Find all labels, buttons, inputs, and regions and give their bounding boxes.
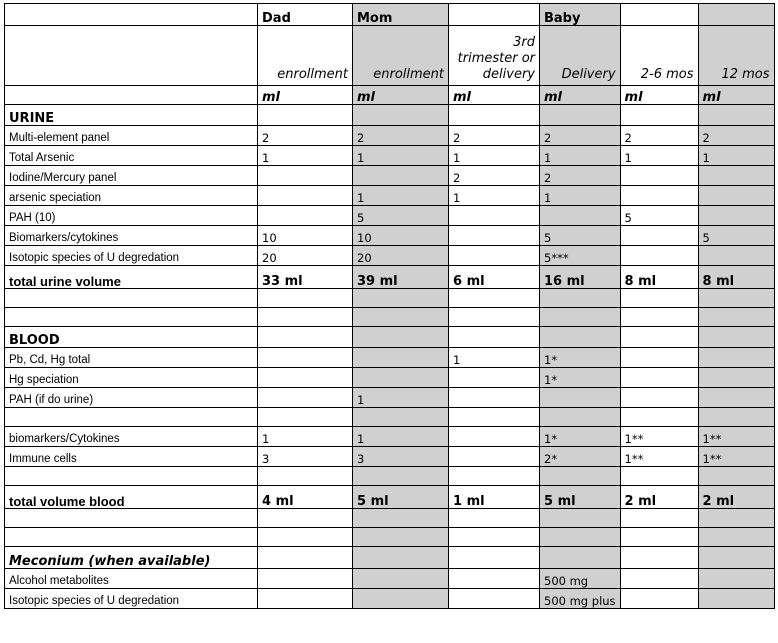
table-cell — [258, 408, 353, 427]
table-cell — [353, 569, 449, 589]
table-cell: 5 ml — [353, 486, 449, 509]
row-label — [5, 467, 258, 486]
row-label — [5, 308, 258, 327]
table-cell — [620, 4, 698, 26]
table-cell: 2 — [620, 126, 698, 146]
table-cell — [353, 289, 449, 308]
table-cell: Dad — [258, 4, 353, 26]
table-cell — [258, 528, 353, 547]
table-cell: 20 — [258, 246, 353, 266]
table-cell — [449, 528, 540, 547]
table-row — [5, 447, 775, 467]
table-cell — [620, 246, 698, 266]
table-cell: 20 — [353, 246, 449, 266]
table-cell — [258, 368, 353, 388]
total-row-urine — [5, 266, 775, 289]
table-cell — [540, 408, 621, 427]
table-cell: enrollment — [258, 26, 353, 86]
table-row — [5, 146, 775, 166]
table-cell: 10 — [258, 226, 353, 246]
row-label: total volume blood — [5, 486, 258, 509]
table-cell: 1** — [698, 447, 774, 467]
table-cell — [620, 348, 698, 368]
table-cell — [353, 166, 449, 186]
blank-row — [5, 528, 775, 547]
table-cell — [540, 206, 621, 226]
table-cell — [698, 105, 774, 126]
total-row-blood — [5, 486, 775, 509]
blank-row — [5, 308, 775, 327]
table-cell — [449, 509, 540, 528]
table-cell — [258, 388, 353, 408]
table-cell — [258, 186, 353, 206]
table-cell — [258, 289, 353, 308]
table-cell — [353, 368, 449, 388]
table-cell — [698, 388, 774, 408]
table-cell: 1 — [540, 146, 621, 166]
table-cell: 2 ml — [620, 486, 698, 509]
table-cell: 5 — [620, 206, 698, 226]
table-cell — [258, 467, 353, 486]
table-cell — [449, 368, 540, 388]
table-cell — [620, 186, 698, 206]
table-cell — [698, 509, 774, 528]
table-row — [5, 166, 775, 186]
table-cell — [353, 308, 449, 327]
table-cell: 1 — [258, 146, 353, 166]
table-cell — [620, 388, 698, 408]
table-cell — [620, 547, 698, 569]
sample-volume-table — [4, 3, 775, 609]
table-cell: 8 ml — [620, 266, 698, 289]
table-row — [5, 246, 775, 266]
table-cell — [449, 289, 540, 308]
row-label — [5, 408, 258, 427]
table-cell — [540, 327, 621, 348]
table-cell — [698, 467, 774, 486]
table-cell: Delivery — [540, 26, 621, 86]
table-cell: Mom — [353, 4, 449, 26]
table-row — [5, 368, 775, 388]
table-row — [5, 388, 775, 408]
table-cell — [698, 308, 774, 327]
table-cell — [353, 589, 449, 609]
row-label: biomarkers/Cytokines — [5, 427, 258, 447]
table-row — [5, 126, 775, 146]
table-cell — [449, 589, 540, 609]
table-cell — [698, 547, 774, 569]
table-cell: 1 — [540, 186, 621, 206]
table-cell: 8 ml — [698, 266, 774, 289]
table-cell — [258, 547, 353, 569]
table-cell — [449, 327, 540, 348]
row-label: Biomarkers/cytokines — [5, 226, 258, 246]
row-label: Alcohol metabolites — [5, 569, 258, 589]
table-row — [5, 226, 775, 246]
table-cell — [449, 447, 540, 467]
row-label: Isotopic species of U degredation — [5, 589, 258, 609]
table-cell — [698, 246, 774, 266]
header-row-timepoint — [5, 26, 775, 86]
header-row-units — [5, 86, 775, 105]
table-cell — [620, 408, 698, 427]
table-cell — [353, 348, 449, 368]
table-cell: 1 — [620, 146, 698, 166]
table-cell — [353, 105, 449, 126]
table-cell: 1 — [353, 388, 449, 408]
table-cell — [353, 408, 449, 427]
table-row — [5, 348, 775, 368]
table-cell: enrollment — [353, 26, 449, 86]
table-cell: ml — [258, 86, 353, 105]
table-cell — [353, 327, 449, 348]
table-cell: 12 mos — [698, 26, 774, 86]
table-cell — [620, 528, 698, 547]
table-cell — [258, 348, 353, 368]
row-label: Multi-element panel — [5, 126, 258, 146]
section-urine — [5, 105, 775, 126]
row-label — [5, 509, 258, 528]
table-cell: 5*** — [540, 246, 621, 266]
table-cell: 1 — [449, 186, 540, 206]
table-cell — [449, 246, 540, 266]
row-label: Immune cells — [5, 447, 258, 467]
header-row-group — [5, 4, 775, 26]
row-label — [5, 86, 258, 105]
table-cell — [698, 327, 774, 348]
table-cell — [698, 528, 774, 547]
table-cell — [258, 206, 353, 226]
table-cell — [698, 589, 774, 609]
table-cell — [620, 589, 698, 609]
table-cell: ml — [698, 86, 774, 105]
row-label: Hg speciation — [5, 368, 258, 388]
table-cell: 1* — [540, 348, 621, 368]
table-cell: 5 — [353, 206, 449, 226]
table-cell: 2 — [540, 166, 621, 186]
row-label: PAH (10) — [5, 206, 258, 226]
table-cell — [620, 327, 698, 348]
table-cell: ml — [540, 86, 621, 105]
table-cell: ml — [620, 86, 698, 105]
table-row — [5, 186, 775, 206]
table-cell: 2 — [353, 126, 449, 146]
table-cell — [449, 226, 540, 246]
table-cell: 10 — [353, 226, 449, 246]
table-cell: 6 ml — [449, 266, 540, 289]
table-cell: 1* — [540, 427, 621, 447]
table-cell: 3 — [258, 447, 353, 467]
table-cell: 5 — [540, 226, 621, 246]
table-cell: ml — [449, 86, 540, 105]
table-cell — [449, 206, 540, 226]
table-cell: 33 ml — [258, 266, 353, 289]
table-cell — [449, 308, 540, 327]
table-cell — [449, 427, 540, 447]
table-cell: ml — [353, 86, 449, 105]
section-blood — [5, 327, 775, 348]
table-cell: 5 ml — [540, 486, 621, 509]
table-cell — [449, 105, 540, 126]
blank-row — [5, 289, 775, 308]
row-label — [5, 4, 258, 26]
table-cell: 2 ml — [698, 486, 774, 509]
table-cell — [449, 467, 540, 486]
row-label — [5, 26, 258, 86]
table-cell — [258, 308, 353, 327]
table-cell — [449, 388, 540, 408]
table-cell — [353, 528, 449, 547]
table-cell: 5 — [698, 226, 774, 246]
table-cell: 500 mg plus — [540, 589, 621, 609]
section-heading: Meconium (when available) — [5, 547, 258, 569]
table-cell: 1 ml — [449, 486, 540, 509]
table-cell: 2 — [449, 166, 540, 186]
table-cell — [258, 589, 353, 609]
table-cell — [540, 388, 621, 408]
table-cell: 1* — [540, 368, 621, 388]
blank-row — [5, 509, 775, 528]
table-cell: Baby — [540, 4, 621, 26]
row-label — [5, 528, 258, 547]
table-row — [5, 589, 775, 609]
table-cell — [620, 509, 698, 528]
table-cell: 39 ml — [353, 266, 449, 289]
table-cell: 2-6 mos — [620, 26, 698, 86]
row-label: PAH (if do urine) — [5, 388, 258, 408]
table-cell — [698, 166, 774, 186]
blank-row — [5, 408, 775, 427]
table-cell: 2 — [449, 126, 540, 146]
table-cell — [698, 186, 774, 206]
table-cell: 1 — [449, 146, 540, 166]
table-cell — [258, 166, 353, 186]
section-heading: BLOOD — [5, 327, 258, 348]
table-cell — [540, 467, 621, 486]
table-cell: 2* — [540, 447, 621, 467]
table-cell — [620, 368, 698, 388]
section-heading: URINE — [5, 105, 258, 126]
table-cell: 1 — [698, 146, 774, 166]
blank-row — [5, 467, 775, 486]
row-label: Pb, Cd, Hg total — [5, 348, 258, 368]
table-cell — [258, 105, 353, 126]
table-cell — [540, 509, 621, 528]
table-cell — [258, 569, 353, 589]
row-label: arsenic speciation — [5, 186, 258, 206]
table-cell — [698, 368, 774, 388]
row-label: Total Arsenic — [5, 146, 258, 166]
table-cell — [449, 408, 540, 427]
table-cell: 1 — [258, 427, 353, 447]
table-cell: 1 — [449, 348, 540, 368]
table-cell: 2 — [540, 126, 621, 146]
table-cell — [540, 528, 621, 547]
table-cell: 16 ml — [540, 266, 621, 289]
table-cell — [540, 547, 621, 569]
table-cell: 1 — [353, 427, 449, 447]
table-cell — [698, 4, 774, 26]
table-cell — [540, 105, 621, 126]
table-cell — [698, 289, 774, 308]
table-cell — [449, 4, 540, 26]
row-label: Isotopic species of U degredation — [5, 246, 258, 266]
table-cell — [620, 308, 698, 327]
table-cell: 4 ml — [258, 486, 353, 509]
table-cell — [620, 226, 698, 246]
row-label: Iodine/Mercury panel — [5, 166, 258, 186]
table-cell — [620, 105, 698, 126]
table-cell — [540, 289, 621, 308]
table-cell — [353, 509, 449, 528]
table-cell — [620, 289, 698, 308]
row-label: total urine volume — [5, 266, 258, 289]
table-cell — [353, 547, 449, 569]
table-cell: 2 — [698, 126, 774, 146]
table-cell — [620, 166, 698, 186]
table-cell: 1** — [698, 427, 774, 447]
section-meconium — [5, 547, 775, 569]
table-cell — [698, 569, 774, 589]
table-cell — [540, 308, 621, 327]
table-cell: 1 — [353, 146, 449, 166]
table-cell: 500 mg — [540, 569, 621, 589]
table-cell: 3rd trimester or delivery — [449, 26, 540, 86]
table-row — [5, 569, 775, 589]
table-cell — [353, 467, 449, 486]
table-cell — [258, 509, 353, 528]
table-cell: 3 — [353, 447, 449, 467]
table-cell — [620, 467, 698, 486]
row-label — [5, 289, 258, 308]
table-row — [5, 427, 775, 447]
table-cell — [698, 206, 774, 226]
table-cell — [620, 569, 698, 589]
table-cell: 1** — [620, 447, 698, 467]
table-cell — [258, 327, 353, 348]
table-cell — [698, 348, 774, 368]
table-cell — [698, 408, 774, 427]
table-cell — [449, 569, 540, 589]
table-cell: 1** — [620, 427, 698, 447]
table-cell: 2 — [258, 126, 353, 146]
table-cell: 1 — [353, 186, 449, 206]
table-row — [5, 206, 775, 226]
table-cell — [449, 547, 540, 569]
